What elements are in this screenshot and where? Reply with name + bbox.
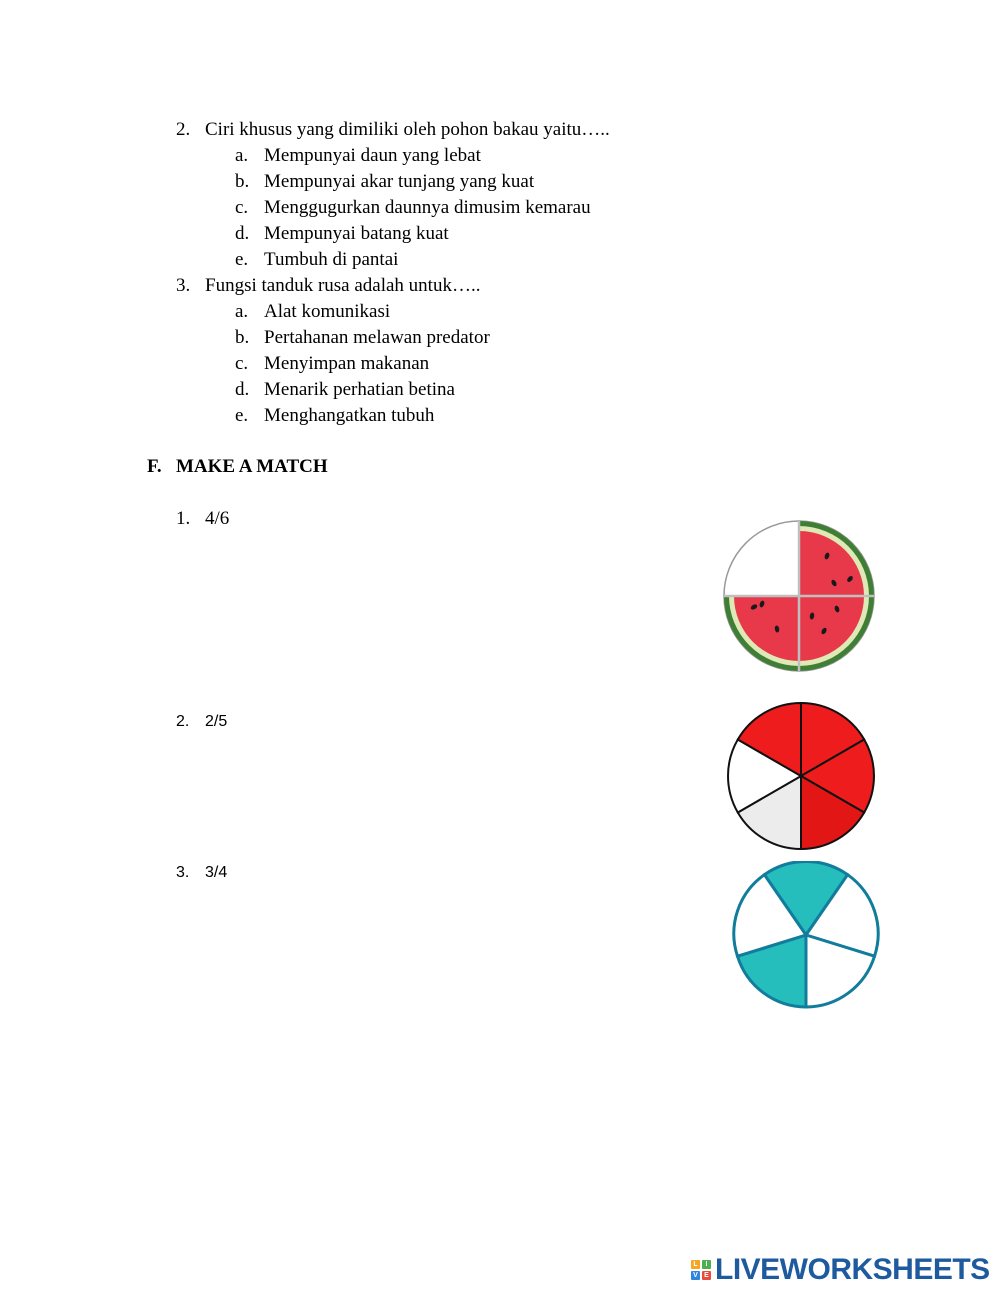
match-number: 1.: [176, 508, 191, 529]
option-text: Mempunyai batang kuat: [264, 223, 449, 244]
option-letter: e.: [235, 405, 249, 426]
option-text: Menggugurkan daunnya dimusim kemarau: [264, 197, 591, 218]
section-letter: F.: [147, 456, 162, 477]
question-text: Ciri khusus yang dimiliki oleh pohon bakau yaitu…..: [205, 119, 610, 140]
match-number: 3.: [176, 864, 190, 881]
option-text: Mempunyai akar tunjang yang kuat: [264, 171, 535, 192]
liveworksheets-logo[interactable]: [691, 1254, 990, 1286]
option-text: Pertahanan melawan predator: [264, 327, 490, 348]
watermelon-flesh: [799, 596, 864, 661]
option-text: Menyimpan makanan: [264, 353, 430, 374]
option-letter: d.: [235, 379, 250, 400]
option-text: Mempunyai daun yang lebat: [264, 145, 481, 166]
logo-mark-icon: [691, 1260, 711, 1280]
option-letter: c.: [235, 353, 249, 374]
logo-mark-letter: V: [691, 1271, 700, 1280]
logo-mark-letter: L: [691, 1260, 700, 1269]
option-letter: a.: [235, 145, 249, 166]
option-text: Menghangatkan tubuh: [264, 405, 435, 426]
option-letter: a.: [235, 301, 249, 322]
watermelon-flesh: [799, 531, 864, 596]
teal-pie-picture[interactable]: [732, 861, 880, 1009]
option-letter: c.: [235, 197, 249, 218]
logo-text: LIVEWORKSHEETS: [715, 1253, 990, 1286]
option-text: Menarik perhatian betina: [264, 379, 455, 400]
question-number: 2.: [176, 119, 191, 140]
logo-mark-letter: I: [702, 1260, 711, 1269]
watermelon-flesh: [734, 596, 799, 661]
red-pie-picture[interactable]: [726, 701, 876, 851]
question-text: Fungsi tanduk rusa adalah untuk…..: [205, 275, 481, 296]
option-text: Tumbuh di pantai: [264, 249, 399, 270]
watermelon-picture[interactable]: [722, 519, 876, 673]
match-fraction: 3/4: [205, 864, 228, 881]
match-number: 2.: [176, 713, 190, 730]
option-letter: b.: [235, 171, 250, 192]
logo-mark-letter: E: [702, 1271, 711, 1280]
option-text: Alat komunikasi: [264, 301, 391, 322]
section-title: MAKE A MATCH: [176, 456, 328, 477]
match-fraction: 4/6: [205, 508, 230, 529]
option-letter: b.: [235, 327, 250, 348]
option-letter: e.: [235, 249, 249, 270]
question-number: 3.: [176, 275, 191, 296]
option-letter: d.: [235, 223, 250, 244]
match-fraction: 2/5: [205, 713, 228, 730]
